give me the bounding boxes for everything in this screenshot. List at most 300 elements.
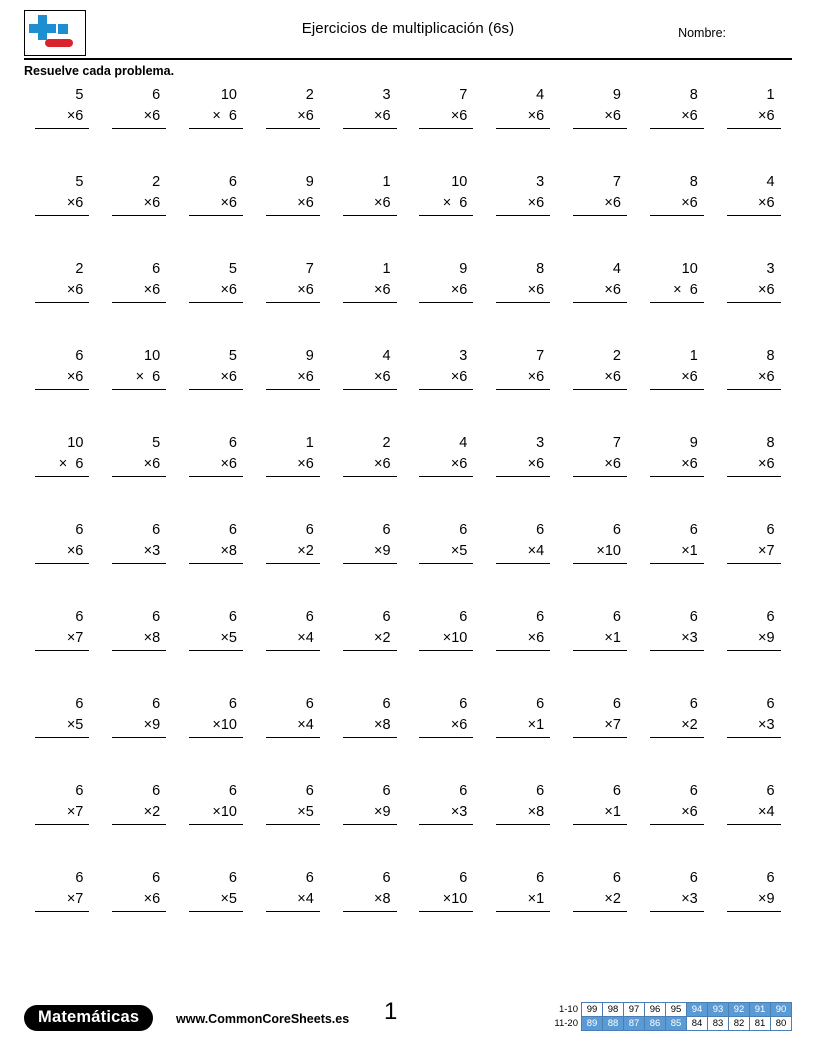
problem-operand-bottom: ×6 <box>650 455 704 477</box>
problem-operand-bottom: ×1 <box>496 890 550 912</box>
problem-operand-bottom: ×6 <box>727 281 781 303</box>
multiplication-problem <box>727 349 781 390</box>
multiplication-problem <box>650 175 704 216</box>
problem-cell[interactable] <box>638 349 715 436</box>
answer-key-row <box>544 1017 792 1031</box>
multiplication-problem <box>189 697 243 738</box>
problem-operand-bottom: × 6 <box>189 107 243 129</box>
problem-operand-top: 8 <box>689 87 698 103</box>
problem-row <box>24 523 792 610</box>
problem-cell[interactable] <box>408 523 485 610</box>
worksheet-header <box>24 0 792 58</box>
problem-operand-bottom: ×3 <box>650 890 704 912</box>
multiplication-problem <box>343 610 397 651</box>
problem-cell[interactable] <box>101 784 178 871</box>
problem-operand-top: 2 <box>75 261 84 277</box>
problem-cell[interactable] <box>485 871 562 958</box>
problem-operand-top: 4 <box>536 87 545 103</box>
problem-cell[interactable] <box>485 88 562 175</box>
problem-operand-bottom: ×6 <box>727 455 781 477</box>
problem-operand-top: 6 <box>766 870 775 886</box>
problem-operand-top: 1 <box>305 435 314 451</box>
multiplication-problem <box>343 523 397 564</box>
problem-cell[interactable] <box>638 871 715 958</box>
problem-operand-top: 10 <box>220 87 237 103</box>
problem-operand-bottom: ×4 <box>266 890 320 912</box>
problem-operand-bottom: ×1 <box>573 629 627 651</box>
problem-operand-bottom: ×2 <box>343 629 397 651</box>
problem-cell[interactable] <box>562 871 639 958</box>
multiplication-problem <box>266 871 320 912</box>
problem-cell[interactable] <box>562 349 639 436</box>
multiplication-problem <box>343 349 397 390</box>
problem-operand-bottom: ×10 <box>189 716 243 738</box>
answer-key-cell: 98 <box>603 1003 624 1017</box>
problem-operand-top: 3 <box>536 435 545 451</box>
problem-cell[interactable] <box>178 88 255 175</box>
problem-cell[interactable] <box>178 697 255 784</box>
problem-cell[interactable] <box>254 436 331 523</box>
problem-operand-bottom: ×9 <box>727 890 781 912</box>
problem-cell[interactable] <box>331 349 408 436</box>
problem-cell[interactable] <box>101 88 178 175</box>
problem-cell[interactable] <box>408 697 485 784</box>
problem-cell[interactable] <box>715 523 792 610</box>
problem-cell[interactable] <box>408 784 485 871</box>
problem-cell[interactable] <box>24 175 101 262</box>
multiplication-problem <box>343 697 397 738</box>
problem-operand-bottom: ×3 <box>112 542 166 564</box>
problem-operand-top: 8 <box>689 174 698 190</box>
problem-operand-bottom: ×6 <box>650 368 704 390</box>
problem-operand-bottom: ×6 <box>727 107 781 129</box>
problem-operand-top: 5 <box>228 261 237 277</box>
problem-cell[interactable] <box>562 88 639 175</box>
problem-cell[interactable] <box>408 610 485 697</box>
problem-operand-top: 8 <box>766 348 775 364</box>
multiplication-problem <box>112 871 166 912</box>
multiplication-problem <box>419 523 473 564</box>
problem-cell[interactable] <box>485 262 562 349</box>
problem-cell[interactable] <box>254 610 331 697</box>
multiplication-problem <box>727 871 781 912</box>
site-url: www.CommonCoreSheets.es <box>176 1012 350 1026</box>
answer-key-cell: 89 <box>582 1017 603 1031</box>
problem-cell[interactable] <box>331 175 408 262</box>
answer-key-cell: 82 <box>729 1017 750 1031</box>
multiplication-problem <box>419 697 473 738</box>
problem-operand-bottom: ×6 <box>496 629 550 651</box>
answer-key-cell: 91 <box>750 1003 771 1017</box>
problem-cell[interactable] <box>24 784 101 871</box>
problem-cell[interactable] <box>331 871 408 958</box>
problem-cell[interactable] <box>408 88 485 175</box>
multiplication-problem <box>343 88 397 129</box>
problem-operand-top: 6 <box>305 870 314 886</box>
problem-cell[interactable] <box>254 523 331 610</box>
problem-operand-bottom: ×6 <box>266 455 320 477</box>
problem-operand-bottom: ×6 <box>419 368 473 390</box>
multiplication-problem <box>343 871 397 912</box>
problem-operand-bottom: ×5 <box>189 629 243 651</box>
problem-cell[interactable] <box>485 349 562 436</box>
problem-operand-top: 6 <box>152 261 161 277</box>
problem-cell[interactable] <box>331 88 408 175</box>
problem-cell[interactable] <box>101 349 178 436</box>
problem-cell[interactable] <box>638 610 715 697</box>
problem-cell[interactable] <box>101 436 178 523</box>
problem-operand-bottom: ×9 <box>343 542 397 564</box>
problem-cell[interactable] <box>562 523 639 610</box>
problem-operand-bottom: ×1 <box>573 803 627 825</box>
multiplication-problem <box>189 88 243 129</box>
multiplication-problem <box>496 88 550 129</box>
problem-operand-bottom: ×2 <box>266 542 320 564</box>
problem-cell[interactable] <box>101 175 178 262</box>
problem-cell[interactable] <box>408 175 485 262</box>
problem-row <box>24 436 792 523</box>
problem-operand-bottom: ×5 <box>189 890 243 912</box>
problem-operand-top: 6 <box>766 522 775 538</box>
problem-operand-top: 6 <box>75 783 84 799</box>
problem-operand-top: 6 <box>228 174 237 190</box>
problem-operand-top: 2 <box>152 174 161 190</box>
multiplication-problem <box>650 784 704 825</box>
problem-row <box>24 88 792 175</box>
problem-operand-top: 6 <box>75 348 84 364</box>
multiplication-problem <box>496 349 550 390</box>
multiplication-problem <box>727 523 781 564</box>
problem-cell[interactable] <box>24 436 101 523</box>
problem-operand-top: 3 <box>766 261 775 277</box>
problem-cell[interactable] <box>178 784 255 871</box>
answer-key-row <box>544 1003 792 1017</box>
problem-operand-top: 1 <box>382 174 391 190</box>
problem-operand-bottom: ×2 <box>650 716 704 738</box>
problem-cell[interactable] <box>715 262 792 349</box>
problem-cell[interactable] <box>254 697 331 784</box>
multiplication-problem <box>496 610 550 651</box>
problem-operand-bottom: ×6 <box>496 194 550 216</box>
problem-operand-bottom: ×9 <box>727 629 781 651</box>
problem-cell[interactable] <box>485 610 562 697</box>
multiplication-problem <box>419 262 473 303</box>
problem-operand-bottom: ×6 <box>112 107 166 129</box>
problem-cell[interactable] <box>254 871 331 958</box>
problem-operand-top: 6 <box>689 870 698 886</box>
problem-operand-top: 6 <box>382 609 391 625</box>
multiplication-problem <box>573 175 627 216</box>
multiplication-problem <box>650 349 704 390</box>
problem-cell[interactable] <box>331 262 408 349</box>
problem-cell[interactable] <box>715 436 792 523</box>
problem-operand-top: 7 <box>612 435 621 451</box>
problem-cell[interactable] <box>24 610 101 697</box>
problem-operand-bottom: ×6 <box>650 194 704 216</box>
multiplication-problem <box>189 871 243 912</box>
multiplication-problem <box>727 88 781 129</box>
multiplication-problem <box>573 349 627 390</box>
problem-row <box>24 871 792 958</box>
multiplication-problem <box>112 88 166 129</box>
problem-cell[interactable] <box>254 349 331 436</box>
multiplication-problem <box>266 88 320 129</box>
problem-operand-bottom: ×2 <box>573 890 627 912</box>
multiplication-problem <box>343 262 397 303</box>
problem-cell[interactable] <box>178 610 255 697</box>
problem-cell[interactable] <box>254 88 331 175</box>
multiplication-problem <box>189 610 243 651</box>
answer-key-cell: 84 <box>687 1017 708 1031</box>
problem-cell[interactable] <box>715 349 792 436</box>
problem-operand-top: 7 <box>459 87 468 103</box>
problem-cell[interactable] <box>101 610 178 697</box>
problem-operand-top: 3 <box>536 174 545 190</box>
problem-operand-top: 10 <box>681 261 698 277</box>
problem-operand-bottom: ×9 <box>343 803 397 825</box>
problem-operand-bottom: ×6 <box>650 107 704 129</box>
answer-key-cell: 94 <box>687 1003 708 1017</box>
problem-operand-bottom: ×8 <box>343 716 397 738</box>
problem-cell[interactable] <box>331 523 408 610</box>
problem-operand-bottom: ×8 <box>343 890 397 912</box>
problem-cell[interactable] <box>408 436 485 523</box>
problem-cell[interactable] <box>331 436 408 523</box>
problem-operand-top: 6 <box>152 87 161 103</box>
problem-cell[interactable] <box>101 523 178 610</box>
problem-operand-bottom: ×6 <box>189 368 243 390</box>
problem-operand-top: 6 <box>228 870 237 886</box>
answer-key-table <box>544 1002 792 1031</box>
problem-operand-bottom: ×6 <box>343 194 397 216</box>
multiplication-problem <box>573 610 627 651</box>
problem-operand-bottom: ×7 <box>727 542 781 564</box>
problem-operand-bottom: ×6 <box>650 803 704 825</box>
problem-cell[interactable] <box>178 175 255 262</box>
problem-operand-top: 6 <box>612 783 621 799</box>
problem-cell[interactable] <box>638 262 715 349</box>
problem-operand-bottom: ×4 <box>496 542 550 564</box>
problem-operand-top: 6 <box>459 696 468 712</box>
problem-operand-bottom: ×6 <box>496 368 550 390</box>
problem-cell[interactable] <box>715 871 792 958</box>
multiplication-problem <box>496 523 550 564</box>
problem-operand-top: 6 <box>75 609 84 625</box>
problem-operand-bottom: ×6 <box>573 368 627 390</box>
problem-row <box>24 262 792 349</box>
problem-cell[interactable] <box>562 697 639 784</box>
problem-cell[interactable] <box>101 262 178 349</box>
problem-cell[interactable] <box>562 784 639 871</box>
problem-cell[interactable] <box>638 697 715 784</box>
logo-red-bar <box>45 39 73 47</box>
problem-operand-bottom: ×10 <box>419 629 473 651</box>
problem-cell[interactable] <box>485 436 562 523</box>
problem-operand-bottom: ×6 <box>343 107 397 129</box>
problem-row <box>24 349 792 436</box>
problem-operand-bottom: ×6 <box>573 455 627 477</box>
problem-operand-top: 6 <box>459 783 468 799</box>
name-label: Nombre: <box>678 26 726 40</box>
problem-cell[interactable] <box>331 784 408 871</box>
problem-cell[interactable] <box>178 262 255 349</box>
problem-operand-bottom: ×6 <box>35 542 89 564</box>
problem-operand-bottom: ×6 <box>419 455 473 477</box>
problem-cell[interactable] <box>562 436 639 523</box>
multiplication-problem <box>189 523 243 564</box>
answer-key-cell: 83 <box>708 1017 729 1031</box>
problem-operand-top: 7 <box>612 174 621 190</box>
problem-cell[interactable] <box>638 88 715 175</box>
multiplication-problem <box>727 610 781 651</box>
problem-cell[interactable] <box>715 784 792 871</box>
problem-cell[interactable] <box>101 697 178 784</box>
problem-cell[interactable] <box>408 871 485 958</box>
problem-cell[interactable] <box>485 697 562 784</box>
multiplication-problem <box>496 436 550 477</box>
multiplication-problem <box>727 262 781 303</box>
problem-cell[interactable] <box>408 262 485 349</box>
multiplication-problem <box>35 784 89 825</box>
problem-cell[interactable] <box>178 436 255 523</box>
problem-operand-top: 8 <box>536 261 545 277</box>
problem-cell[interactable] <box>485 523 562 610</box>
problem-cell[interactable] <box>331 610 408 697</box>
problem-row <box>24 697 792 784</box>
problem-cell[interactable] <box>24 871 101 958</box>
problem-operand-bottom: ×6 <box>573 194 627 216</box>
problem-operand-top: 5 <box>75 174 84 190</box>
problem-cell[interactable] <box>485 175 562 262</box>
problem-cell[interactable] <box>408 349 485 436</box>
multiplication-problem <box>650 610 704 651</box>
problem-operand-bottom: ×7 <box>573 716 627 738</box>
problem-operand-top: 6 <box>228 435 237 451</box>
problem-cell[interactable] <box>178 523 255 610</box>
problem-cell[interactable] <box>331 697 408 784</box>
problem-operand-bottom: ×7 <box>35 803 89 825</box>
problem-operand-top: 6 <box>689 609 698 625</box>
problem-operand-top: 1 <box>689 348 698 364</box>
multiplication-problem <box>573 784 627 825</box>
answer-key-cell: 90 <box>771 1003 792 1017</box>
problem-operand-bottom: ×6 <box>419 281 473 303</box>
problem-cell[interactable] <box>638 784 715 871</box>
multiplication-problem <box>650 697 704 738</box>
problem-cell[interactable] <box>715 610 792 697</box>
problem-operand-bottom: ×6 <box>112 455 166 477</box>
problem-cell[interactable] <box>485 784 562 871</box>
problem-operand-top: 6 <box>152 783 161 799</box>
multiplication-problem <box>35 523 89 564</box>
problem-operand-top: 6 <box>612 609 621 625</box>
problem-operand-top: 5 <box>152 435 161 451</box>
multiplication-problem <box>266 610 320 651</box>
problem-cell[interactable] <box>178 871 255 958</box>
problem-row <box>24 175 792 262</box>
problem-cell[interactable] <box>254 784 331 871</box>
problem-operand-top: 9 <box>305 348 314 364</box>
problem-operand-top: 10 <box>144 348 161 364</box>
problem-cell[interactable] <box>101 871 178 958</box>
problem-cell[interactable] <box>178 349 255 436</box>
multiplication-problem <box>650 88 704 129</box>
multiplication-problem <box>650 871 704 912</box>
problem-operand-bottom: ×5 <box>419 542 473 564</box>
problem-operand-top: 6 <box>305 609 314 625</box>
multiplication-problem <box>112 697 166 738</box>
multiplication-problem <box>266 349 320 390</box>
problem-operand-top: 6 <box>228 522 237 538</box>
problem-cell[interactable] <box>638 436 715 523</box>
problem-operand-top: 4 <box>382 348 391 364</box>
problem-operand-bottom: ×6 <box>189 455 243 477</box>
problem-operand-top: 6 <box>612 522 621 538</box>
problem-cell[interactable] <box>254 262 331 349</box>
multiplication-problem <box>266 262 320 303</box>
answer-key-body <box>544 1003 792 1031</box>
problem-operand-bottom: ×4 <box>266 629 320 651</box>
problem-operand-top: 9 <box>305 174 314 190</box>
multiplication-problem <box>496 784 550 825</box>
multiplication-problem <box>419 349 473 390</box>
page-number: 1 <box>384 998 398 1025</box>
problem-operand-top: 6 <box>689 696 698 712</box>
multiplication-problem <box>727 784 781 825</box>
problem-cell[interactable] <box>562 175 639 262</box>
problem-operand-bottom: ×8 <box>189 542 243 564</box>
problem-cell[interactable] <box>715 175 792 262</box>
problem-operand-top: 6 <box>305 696 314 712</box>
answer-key-cell: 86 <box>645 1017 666 1031</box>
problem-cell[interactable] <box>562 262 639 349</box>
brand-badge: Matemáticas <box>24 1005 153 1031</box>
problem-operand-top: 6 <box>305 522 314 538</box>
problem-operand-bottom: ×3 <box>650 629 704 651</box>
problem-operand-bottom: ×8 <box>112 629 166 651</box>
multiplication-problem <box>266 523 320 564</box>
problem-cell[interactable] <box>562 610 639 697</box>
page-title: Ejercicios de multiplicación (6s) <box>301 20 515 37</box>
problem-operand-bottom: ×6 <box>419 716 473 738</box>
problem-operand-bottom: ×6 <box>343 368 397 390</box>
multiplication-problem <box>419 88 473 129</box>
problem-cell[interactable] <box>254 175 331 262</box>
problem-row <box>24 784 792 871</box>
multiplication-problem <box>650 436 704 477</box>
problem-operand-top: 6 <box>382 783 391 799</box>
multiplication-problem <box>35 436 89 477</box>
problem-operand-bottom: × 6 <box>419 194 473 216</box>
problem-cell[interactable] <box>24 349 101 436</box>
problem-cell[interactable] <box>24 88 101 175</box>
problem-cell[interactable] <box>715 88 792 175</box>
multiplication-problem <box>419 871 473 912</box>
problem-operand-top: 6 <box>459 870 468 886</box>
multiplication-problem <box>35 349 89 390</box>
answer-key-cell: 93 <box>708 1003 729 1017</box>
multiplication-problem <box>266 697 320 738</box>
problem-operand-bottom: × 6 <box>650 281 704 303</box>
problem-cell[interactable] <box>24 697 101 784</box>
problem-cell[interactable] <box>715 697 792 784</box>
problem-operand-top: 8 <box>766 435 775 451</box>
problem-cell[interactable] <box>638 175 715 262</box>
problem-cell[interactable] <box>24 523 101 610</box>
problem-cell[interactable] <box>638 523 715 610</box>
problem-operand-top: 6 <box>382 870 391 886</box>
problem-cell[interactable] <box>24 262 101 349</box>
